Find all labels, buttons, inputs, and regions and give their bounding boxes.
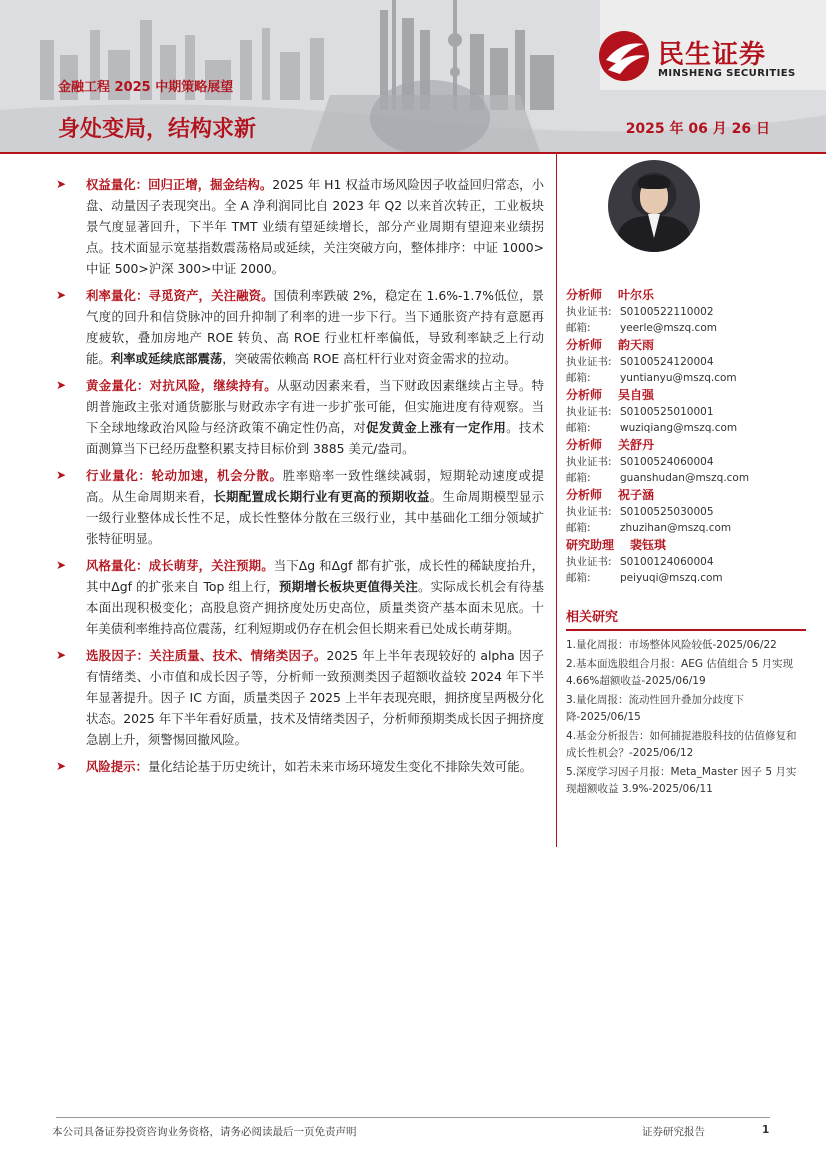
bullet-arrow-icon: ➤ <box>56 468 67 482</box>
paragraph-text: 。技术面测算当下已经历盘整积累支持目标价到 3885 美元/盎司。 <box>86 420 545 456</box>
email-label: 邮箱: <box>566 472 591 484</box>
bullet-arrow-icon: ➤ <box>56 759 67 773</box>
cert-number: S0100525010001 <box>620 406 714 418</box>
report-title: 身处变局，结构求新 <box>58 117 257 142</box>
paragraph-heading: 黄金量化：对抗风险，继续持有。 <box>86 378 277 393</box>
logo-chinese-name: 民生证券 <box>658 40 767 70</box>
cert-label: 执业证书: <box>566 456 612 468</box>
analyst-role: 分析师 <box>566 388 603 402</box>
paragraph-text: 量化结论基于历史统计，如若未来市场环境发生变化不排除失效可能。 <box>147 759 533 774</box>
footer-divider <box>56 1117 770 1118</box>
summary-paragraph <box>56 174 544 279</box>
paragraph-emphasis: 促发黄金上涨有一定作用 <box>366 420 507 435</box>
analyst-role: 分析师 <box>566 488 603 502</box>
analyst-card <box>566 536 816 586</box>
analyst-name: 韵天雨 <box>618 338 655 352</box>
cert-label: 执业证书: <box>566 306 612 318</box>
related-research-item[interactable]: 5.深度学习因子月报：Meta_Master 因子 5 月实现超额收益 3.9%-2025/06/11 <box>566 766 797 795</box>
email-label: 邮箱: <box>566 372 591 384</box>
email-label: 邮箱: <box>566 522 591 534</box>
footer-report-type: 证券研究报告 <box>642 1126 705 1138</box>
analyst-card <box>566 286 816 336</box>
bullet-arrow-icon: ➤ <box>56 288 67 302</box>
paragraph-emphasis: 利率或延续底部震荡 <box>110 351 223 366</box>
email-label: 邮箱: <box>566 322 591 334</box>
summary-section <box>56 174 544 783</box>
cert-label: 执业证书: <box>566 406 612 418</box>
related-research <box>566 606 816 800</box>
analyst-card <box>566 436 816 486</box>
paragraph-heading: 风险提示： <box>86 759 148 774</box>
analyst-name: 祝子涵 <box>618 488 655 502</box>
logo-english-name: MINSHENG SECURITIES <box>658 68 796 79</box>
report-series-label: 金融工程 2025 中期策略展望 <box>58 80 234 95</box>
summary-paragraph <box>56 375 544 459</box>
paragraph-text: 。生命周期模型显示一级行业整体成长性不足，成长性整体分散在三级行业，其中基础化工细分领域扩张特征明显。 <box>86 489 545 546</box>
bullet-arrow-icon: ➤ <box>56 558 67 572</box>
email-label: 邮箱: <box>566 422 591 434</box>
summary-paragraph <box>56 555 544 639</box>
paragraph-heading: 利率量化：寻觅资产，关注融资。 <box>86 288 274 303</box>
paragraph-heading: 权益量化：回归正增，掘金结构。 <box>86 177 273 192</box>
summary-paragraph <box>56 645 544 750</box>
paragraph-text: ，突破需依赖高 ROE 高杠杆行业对资金需求的拉动。 <box>222 351 517 366</box>
paragraph-text: 当下Δg 和Δgf 都有扩张，成长性的稀缺度抬升，其中Δgf 的扩张来自 Top 组上行， <box>86 558 545 594</box>
analyst-email[interactable]: peiyuqi@mszq.com <box>620 572 723 584</box>
related-research-list <box>566 637 806 798</box>
paragraph-text: 胜率赔率一致性继续减弱，短期轮动速度或提高。从生命周期来看， <box>86 468 545 504</box>
column-divider <box>556 152 557 847</box>
footer-disclaimer: 本公司具备证券投资咨询业务资格，请务必阅读最后一页免责声明 <box>52 1126 357 1138</box>
summary-paragraph <box>56 465 544 549</box>
analyst-role: 研究助理 <box>566 538 615 552</box>
cert-label: 执业证书: <box>566 556 612 568</box>
analyst-name: 吴自强 <box>618 388 655 402</box>
analyst-card <box>566 336 816 386</box>
email-label: 邮箱: <box>566 572 591 584</box>
header-divider <box>0 152 826 154</box>
cert-number: S0100524120004 <box>620 356 714 368</box>
related-research-item[interactable]: 2.基本面选股组合月报：AEG 估值组合 5 月实现 4.66%超额收益-2025/06/19 <box>566 658 794 687</box>
analyst-card <box>566 386 816 436</box>
paragraph-heading: 风格量化：成长萌芽，关注预期。 <box>86 558 274 573</box>
cert-number: S0100124060004 <box>620 556 714 568</box>
cert-number: S0100524060004 <box>620 456 714 468</box>
analyst-name: 裴钰琪 <box>630 538 667 552</box>
paragraph-text: 2025 年 H1 权益市场风险因子收益回归常态，小盘、动量因子表现突出。全 A 净利润同比自 2023 年 Q2 以来首次转正，工业板块景气度显著回升，下半年 TMT 业绩有望延续增长，部分产业周期有望迎来业绩拐点。技术面显示宽基指数震荡格局或延续，关注突破方向，整体排序：中证 1000>中证 500>沪深 300>中证 2000。 <box>86 177 544 276</box>
analyst-email[interactable]: zhuzihan@mszq.com <box>620 522 732 534</box>
analyst-role: 分析师 <box>566 338 603 352</box>
paragraph-emphasis: 长期配置成长期行业有更高的预期收益 <box>213 489 430 504</box>
bullet-arrow-icon: ➤ <box>56 648 67 662</box>
paragraph-text: 国债利率跌破 2%，稳定在 1.6%-1.7%低位，景气度的回升和信贷脉冲的回升抑制了利率的进一步下行。当下通胀资产持有意愿再度疲软，叠加房地产 ROE 转负、高 ROE 行业杠杆率偏低，导致利率缺乏上行动能。 <box>86 288 545 366</box>
page-number: 1 <box>762 1124 770 1136</box>
analyst-role: 分析师 <box>566 438 603 452</box>
bullet-arrow-icon: ➤ <box>56 177 67 191</box>
analyst-list <box>566 286 816 586</box>
related-research-item[interactable]: 1.量化周报：市场整体风险较低-2025/06/22 <box>566 639 777 651</box>
cert-number: S0100522110002 <box>620 306 714 318</box>
minsheng-logo <box>598 30 808 86</box>
analyst-email[interactable]: yeerle@mszq.com <box>620 322 717 334</box>
analyst-card <box>566 486 816 536</box>
analyst-email[interactable]: guanshudan@mszq.com <box>620 472 750 484</box>
paragraph-text: 从驱动因素来看，当下财政因素继续占主导。特朗普施政主张对通货膨胀与财政赤字有进一步扩张可能，但实施进度有待观察。当下全球地缘政治风险与经济政策不确定性仍高，对 <box>86 378 545 435</box>
analyst-photo <box>608 160 700 252</box>
related-research-title: 相关研究 <box>566 606 806 631</box>
page-header <box>0 0 826 152</box>
related-research-item[interactable]: 4.基金分析报告：如何捕捉港股科技的估值修复和成长性机会？-2025/06/12 <box>566 730 797 759</box>
summary-paragraph <box>56 285 544 369</box>
analyst-email[interactable]: yuntianyu@mszq.com <box>620 372 737 384</box>
paragraph-heading: 行业量化：轮动加速，机会分散。 <box>86 468 283 483</box>
related-research-item[interactable]: 3.量化周报：流动性回升叠加分歧度下降-2025/06/15 <box>566 694 745 723</box>
cert-number: S0100525030005 <box>620 506 714 518</box>
analyst-role: 分析师 <box>566 288 603 302</box>
bullet-arrow-icon: ➤ <box>56 378 67 392</box>
analyst-name: 关舒丹 <box>618 438 655 452</box>
cert-label: 执业证书: <box>566 506 612 518</box>
cert-label: 执业证书: <box>566 356 612 368</box>
paragraph-text: 2025 年上半年表现较好的 alpha 因子有情绪类、小市值和成长因子等，分析师一致预测类因子超额收益较 2024 年下半年显著提升。因子 IC 方面，质量类因子 2025 上半年表现亮眼，拥挤度呈两极分化状态。2025 年下半年看好质量，技术及情绪类因子，分析师预期类成长因子拥挤度急剧上升，须警惕回撤风险。 <box>86 648 544 747</box>
analyst-name: 叶尔乐 <box>618 288 655 302</box>
report-date: 2025 年 06 月 26 日 <box>625 121 770 137</box>
summary-paragraph <box>56 756 544 777</box>
paragraph-emphasis: 预期增长板块更值得关注 <box>279 579 418 594</box>
paragraph-text: 。实际成长机会有待基本面出现积极变化；高股息资产拥挤度处历史高位，质量类资产基本面未见底。十年美债利率维持高位震荡，红利短期或仍存在机会但长期来看已处成长萌芽期。 <box>86 579 544 636</box>
minsheng-logo-icon <box>598 30 650 82</box>
analyst-email[interactable]: wuziqiang@mszq.com <box>620 422 738 434</box>
paragraph-heading: 选股因子：关注质量、技术、情绪类因子。 <box>86 648 327 663</box>
